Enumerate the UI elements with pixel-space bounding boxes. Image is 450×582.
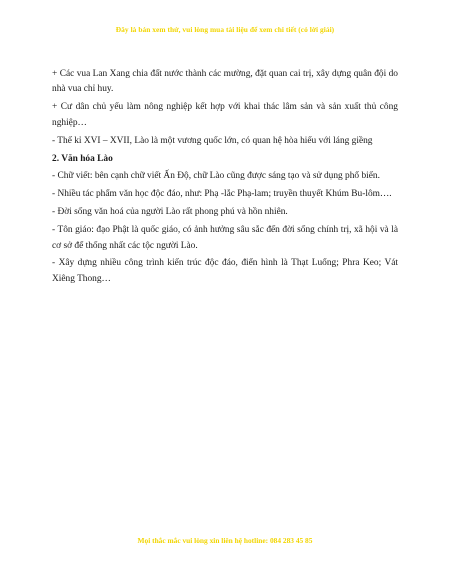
paragraph-administration: + Các vua Lan Xang chia đất nước thành các mường, đặt quan cai trị, xây dựng quân đội do nhà vua chỉ huy. — [52, 69, 398, 95]
paragraph-literature: - Nhiều tác phẩm văn học độc đáo, như: Phạ -lắc Phạ-lam; truyền thuyết Khúm Bu-lôm…. — [52, 189, 392, 200]
paragraph-cultural-life: - Đời sống văn hoá của người Lào rất phong phú và hồn nhiên. — [52, 207, 288, 218]
document-body — [52, 67, 398, 290]
section-heading-culture: 2. Văn hóa Lào — [52, 153, 113, 164]
paragraph-economy: + Cư dân chủ yếu làm nông nghiệp kết hợp với khai thác lâm sản và sản xuất thủ công nghiệp… — [52, 102, 398, 128]
preview-notice: Đây là bản xem thử, vui lòng mua tài liệu để xem chi tiết (có lời giải) — [115, 25, 335, 34]
hotline-notice: Mọi thắc mắc vui lòng xin liên hệ hotline: 084 283 45 85 — [137, 536, 313, 545]
paragraph-kingdom: - Thế kỉ XVI – XVII, Lào là một vương quốc lớn, có quan hệ hòa hiếu với láng giềng — [52, 135, 373, 146]
paragraph-architecture: - Xây dựng nhiều công trình kiến trúc độc đáo, điển hình là Thạt Luổng; Phra Keo; Vát Xiêng Thong… — [52, 258, 398, 284]
paragraph-religion: - Tôn giáo: đạo Phật là quốc giáo, có ảnh hưởng sâu sắc đến đời sống chính trị, xã hội và là cơ sở để thống nhất các tộc người Lào. — [52, 225, 398, 251]
paragraph-writing: - Chữ viết: bên cạnh chữ viết Ấn Độ, chữ Lào cũng được sáng tạo và sử dụng phổ biến. — [52, 171, 380, 182]
